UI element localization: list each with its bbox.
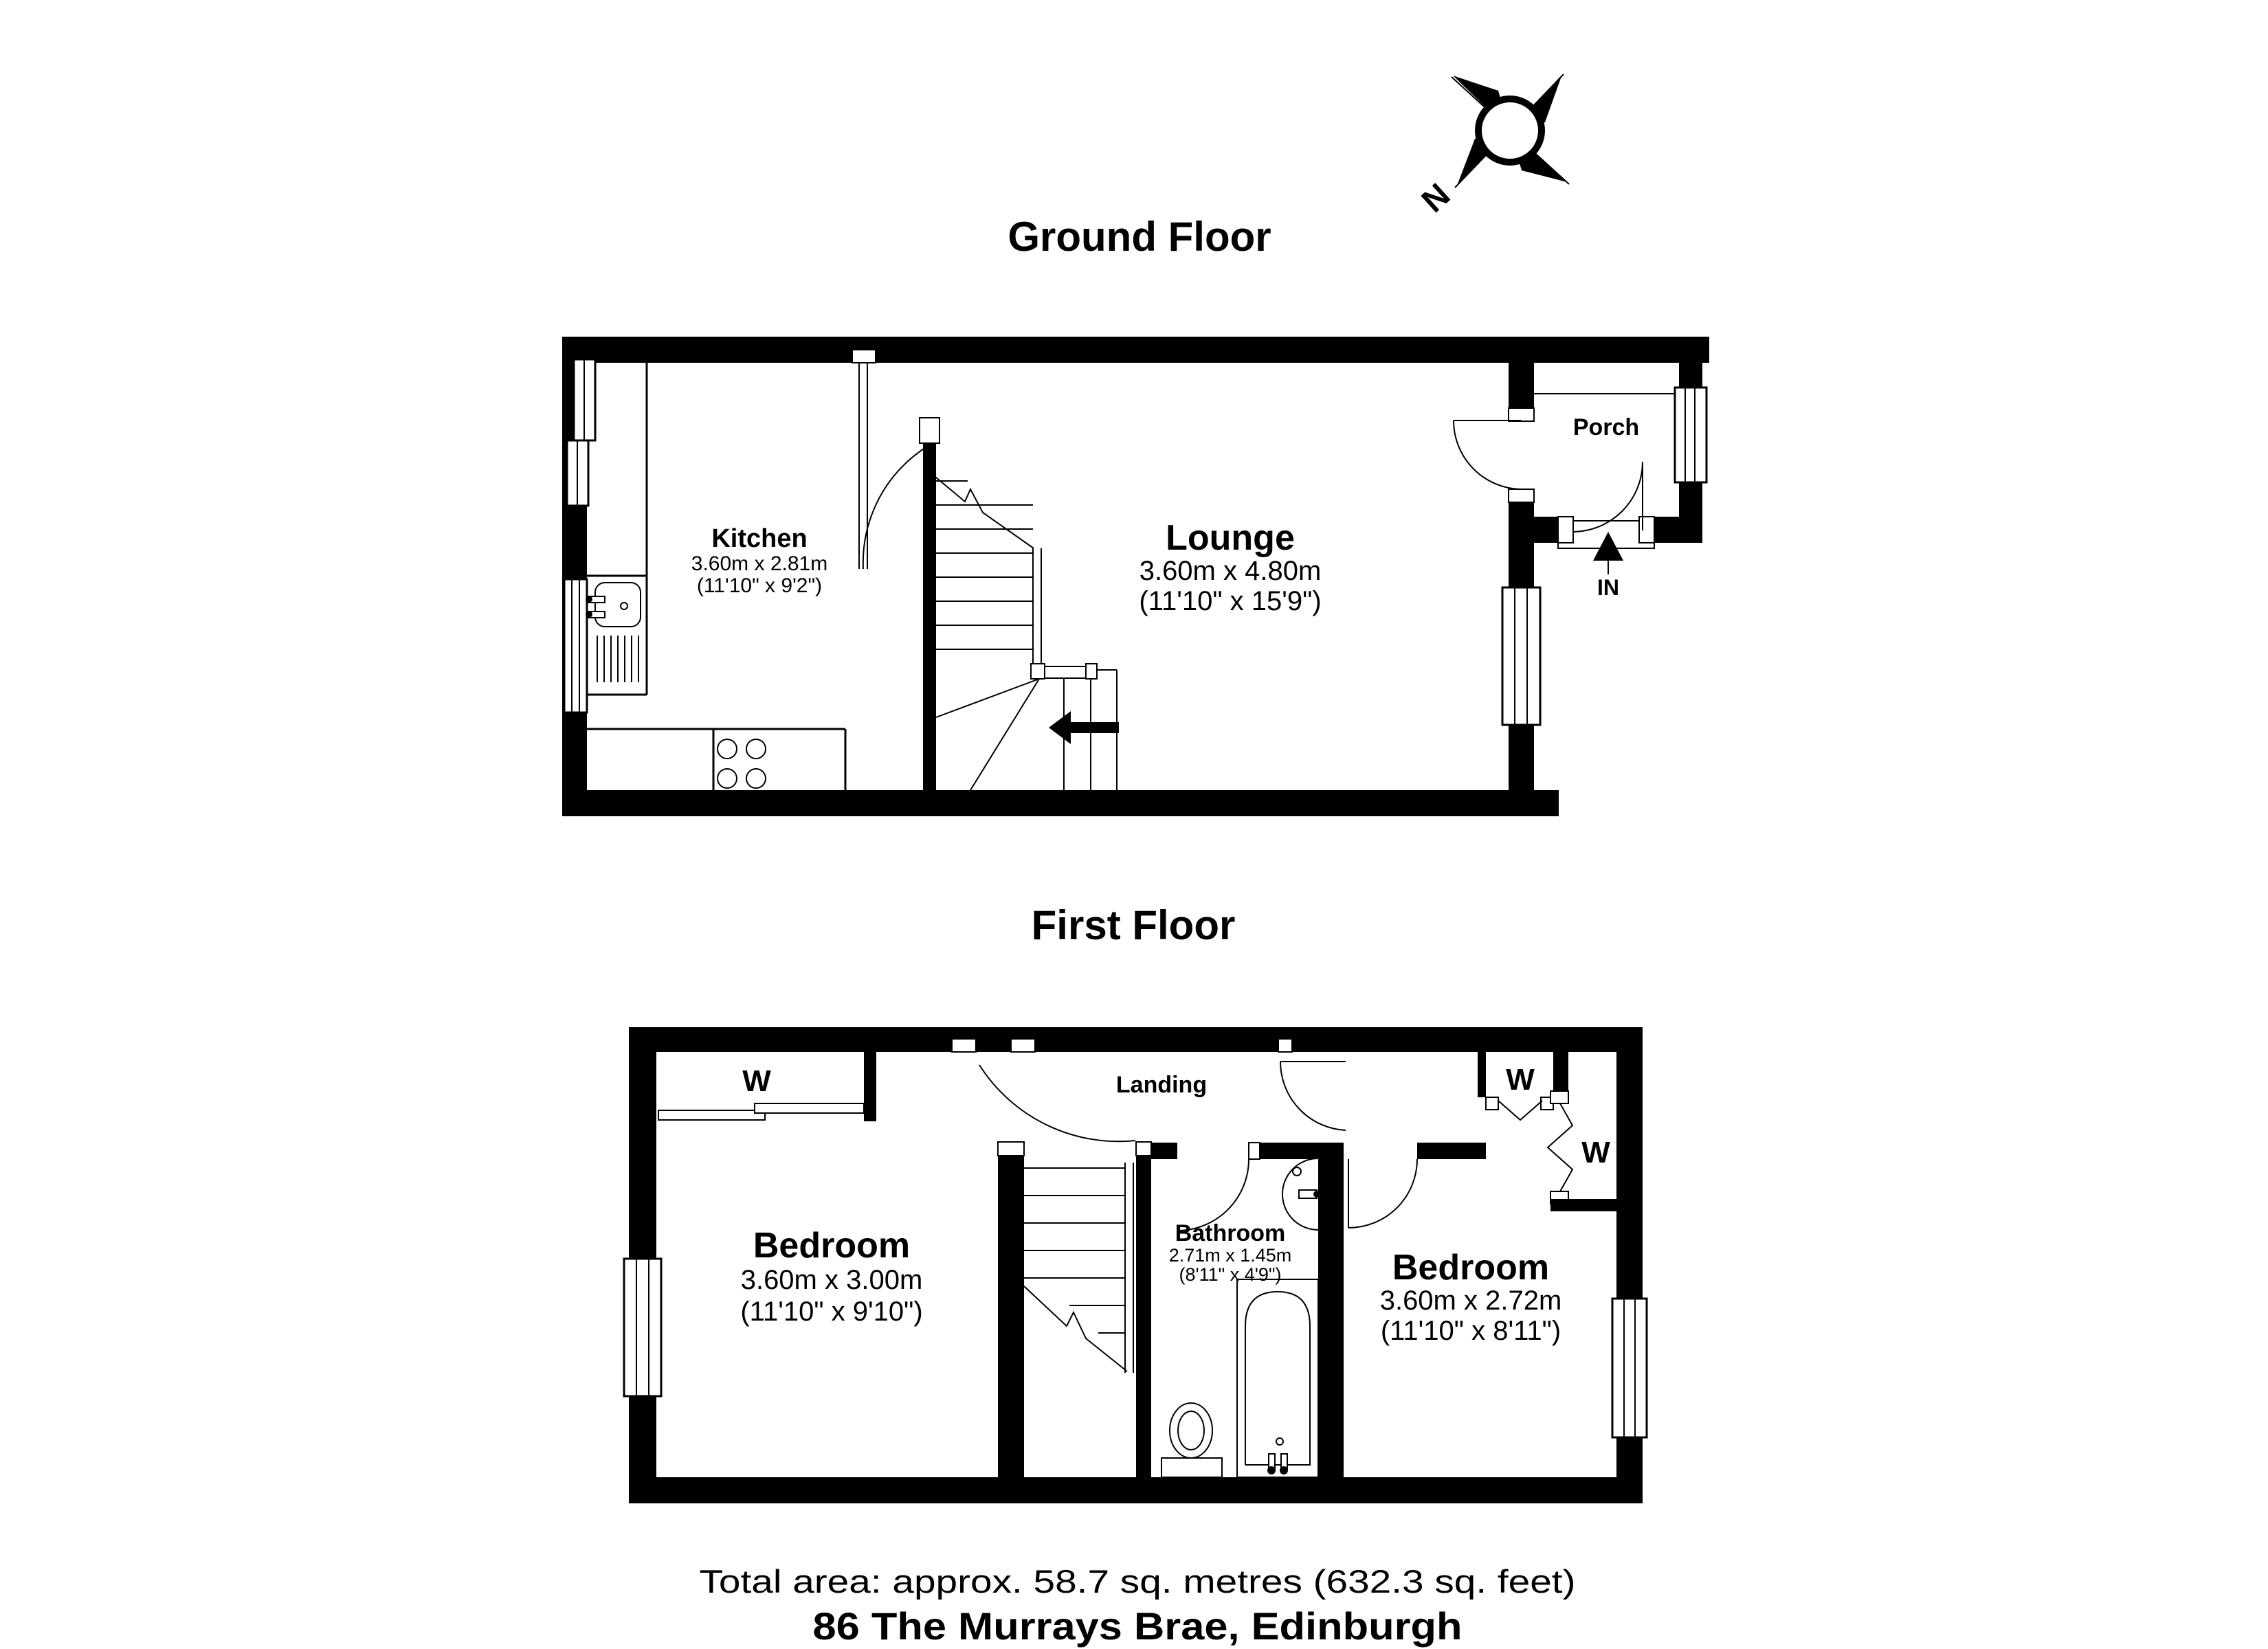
divider-door-jamb bbox=[920, 418, 940, 443]
bathroom-top-wall-left bbox=[1151, 1143, 1177, 1159]
porch-door-jamb-bottom bbox=[1509, 489, 1534, 502]
bedroom2-dimensions-metric: 3.60m x 2.72m bbox=[1379, 1286, 1562, 1316]
bathroom-door-jamb bbox=[1249, 1143, 1260, 1159]
bedroom2-window bbox=[1612, 1299, 1647, 1437]
entrance-jamb-right bbox=[1639, 517, 1654, 543]
bedroom2-dimensions-imperial: (11'10" x 8'11") bbox=[1380, 1316, 1561, 1346]
wardrobe-label: W bbox=[742, 1064, 771, 1098]
kitchen-sink-window bbox=[564, 579, 587, 713]
porch-door-jamb-top bbox=[1509, 408, 1534, 421]
stair-newel bbox=[1031, 664, 1045, 679]
stair-rail bbox=[1045, 666, 1086, 678]
ground-bottom-wall bbox=[562, 790, 1559, 816]
kitchen-dimensions-metric: 3.60m x 2.81m bbox=[691, 552, 828, 575]
stair-right-wall bbox=[1136, 1142, 1151, 1477]
wardrobe2-left-wall bbox=[1478, 1052, 1486, 1097]
compass-north-label: N bbox=[1415, 177, 1458, 220]
first-floor-title: First Floor bbox=[1031, 902, 1236, 948]
bedroom1-dimensions-metric: 3.60m x 3.00m bbox=[740, 1265, 923, 1295]
lounge-window bbox=[1502, 587, 1540, 725]
sink-drainer bbox=[597, 636, 638, 682]
lounge-dimensions-imperial: (11'10" x 15'9") bbox=[1139, 586, 1322, 616]
stair-wall-jamb bbox=[998, 1142, 1024, 1156]
bathroom-right-wall bbox=[1318, 1143, 1344, 1477]
first-top-wall bbox=[629, 1027, 1643, 1052]
porch-window bbox=[1675, 388, 1706, 482]
wardrobe3-bottom-wall bbox=[1550, 1199, 1619, 1211]
stair-wall-jamb bbox=[1136, 1142, 1151, 1156]
stair-rail-jamb bbox=[1086, 664, 1097, 679]
bedroom1-label: Bedroom bbox=[753, 1226, 911, 1266]
ground-top-wall bbox=[562, 337, 1709, 363]
wardrobe1-divider-wall bbox=[864, 1052, 876, 1121]
kitchen-window-upper bbox=[574, 359, 595, 440]
wardrobe-sliding-door bbox=[658, 1110, 765, 1120]
address-text: 86 The Murrays Brae, Edinburgh bbox=[812, 1604, 1463, 1648]
lounge-label: Lounge bbox=[1166, 518, 1295, 558]
wardrobe2-jamb bbox=[1486, 1097, 1498, 1110]
kitchen-divider-wall bbox=[923, 443, 936, 790]
entrance-in-label: IN bbox=[1597, 575, 1619, 600]
bedroom2-top-wall bbox=[1417, 1143, 1486, 1159]
wardrobe-label: W bbox=[1506, 1063, 1535, 1097]
bathroom-dimensions-imperial: (8'11" x 4'9") bbox=[1179, 1264, 1282, 1285]
lounge-dimensions-metric: 3.60m x 4.80m bbox=[1139, 556, 1322, 586]
landing-label: Landing bbox=[1115, 1072, 1208, 1098]
top-wall-door-jamb bbox=[852, 350, 876, 363]
kitchen-window-mid bbox=[567, 440, 588, 506]
compass-circle bbox=[1478, 99, 1542, 162]
stair-left-wall bbox=[998, 1142, 1024, 1477]
wardrobe3-jamb bbox=[1550, 1091, 1568, 1103]
bathroom-door-jamb-top bbox=[1278, 1039, 1292, 1052]
bedroom1-dimensions-imperial: (11'10" x 9'10") bbox=[740, 1297, 923, 1327]
bathroom-dimensions-metric: 2.71m x 1.45m bbox=[1168, 1245, 1292, 1266]
ground-floor-title: Ground Floor bbox=[1008, 214, 1271, 260]
first-bottom-wall bbox=[629, 1477, 1643, 1503]
porch-bottom-wall-left bbox=[1509, 517, 1558, 543]
bathroom-label: Bathroom bbox=[1175, 1220, 1286, 1246]
wardrobe-label: W bbox=[1581, 1136, 1610, 1169]
bedroom1-door-jamb bbox=[952, 1039, 976, 1052]
bedroom2-label: Bedroom bbox=[1392, 1248, 1550, 1288]
kitchen-dimensions-imperial: (11'10" x 9'2") bbox=[696, 574, 823, 597]
wardrobe-sliding-door bbox=[755, 1103, 864, 1113]
stairwell-jamb bbox=[1011, 1039, 1035, 1052]
entrance-jamb-left bbox=[1558, 517, 1573, 543]
porch-bottom-wall-right bbox=[1654, 517, 1702, 543]
total-area-text: Total area: approx. 58.7 sq. metres (632.3 sq. feet) bbox=[699, 1563, 1576, 1600]
bedroom1-window bbox=[624, 1259, 661, 1396]
porch-label: Porch bbox=[1572, 414, 1640, 440]
kitchen-label: Kitchen bbox=[711, 524, 808, 553]
